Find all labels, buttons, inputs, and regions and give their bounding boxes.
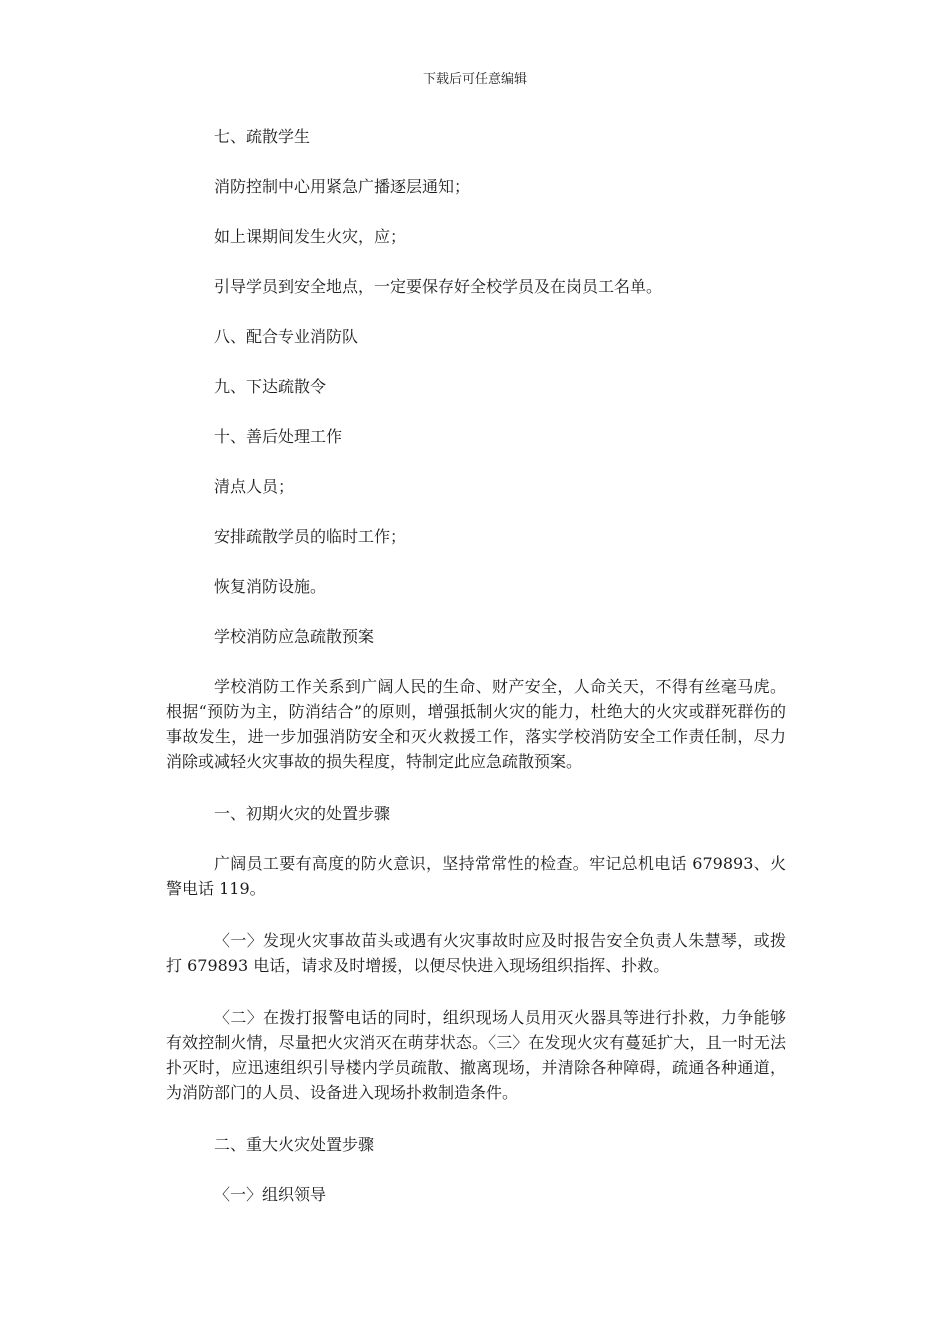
paragraph: 〈一〉发现火灾事故苗头或遇有火灾事故时应及时报告安全负责人朱慧琴，或拨打 679893 电话，请求及时增援，以便尽快进入现场组织指挥、扑救。 [166,931,786,975]
paragraph: 引导学员到安全地点，一定要保存好全校学员及在岗员工名单。 [214,277,663,296]
document-body [166,124,786,1232]
paragraph: 如上课期间发生火灾，应； [214,227,407,246]
section-heading-initial-fire: 一、初期火灾的处置步骤 [214,804,391,823]
paragraph: 清点人员； [214,477,295,496]
section-heading-evacuation-order: 九、下达疏散令 [214,377,327,396]
paragraph: 安排疏散学员的临时工作； [214,527,407,546]
paragraph: 广阔员工要有高度的防火意识，坚持常常性的检查。牢记总机电话 679893、火警电话 119。 [166,854,786,898]
paragraph: 〈一〉组织领导 [214,1185,327,1204]
paragraph: 恢复消防设施。 [214,577,327,596]
section-heading-cooperate-fire-brigade: 八、配合专业消防队 [214,327,359,346]
section-heading-aftermath: 十、善后处理工作 [214,427,343,446]
paragraph: 学校消防工作关系到广阔人民的生命、财产安全，人命关天，不得有丝毫马虎。根据“预防为主，防消结合”的原则，增强抵制火灾的能力，杜绝大的火灾或群死群伤的事故发生，进一步加强消防安全和灭火救援工作，落实学校消防安全工作责任制，尽力消除或减轻火灾事故的损失程度，特制定此应急疏散预案。 [166,677,786,771]
paragraph: 〈二〉在拨打报警电话的同时，组织现场人员用灭火器具等进行扑救，力争能够有效控制火情，尽量把火灾消灭在萌芽状态。〈三〉在发现火灾有蔓延扩大，且一时无法扑灭时，应迅速组织引导楼内学员疏散、撤离现场，并清除各种障碍，疏通各种通道，为消防部门的人员、设备进入现场扑救制造条件。 [166,1008,786,1102]
paragraph: 消防控制中心用紧急广播逐层通知； [214,177,471,196]
section-heading-evacuate-students: 七、疏散学生 [214,127,311,146]
section-heading-major-fire: 二、重大火灾处置步骤 [214,1135,375,1154]
page-header: 下载后可任意编辑 [422,72,527,87]
document-subtitle: 学校消防应急疏散预案 [214,627,375,646]
